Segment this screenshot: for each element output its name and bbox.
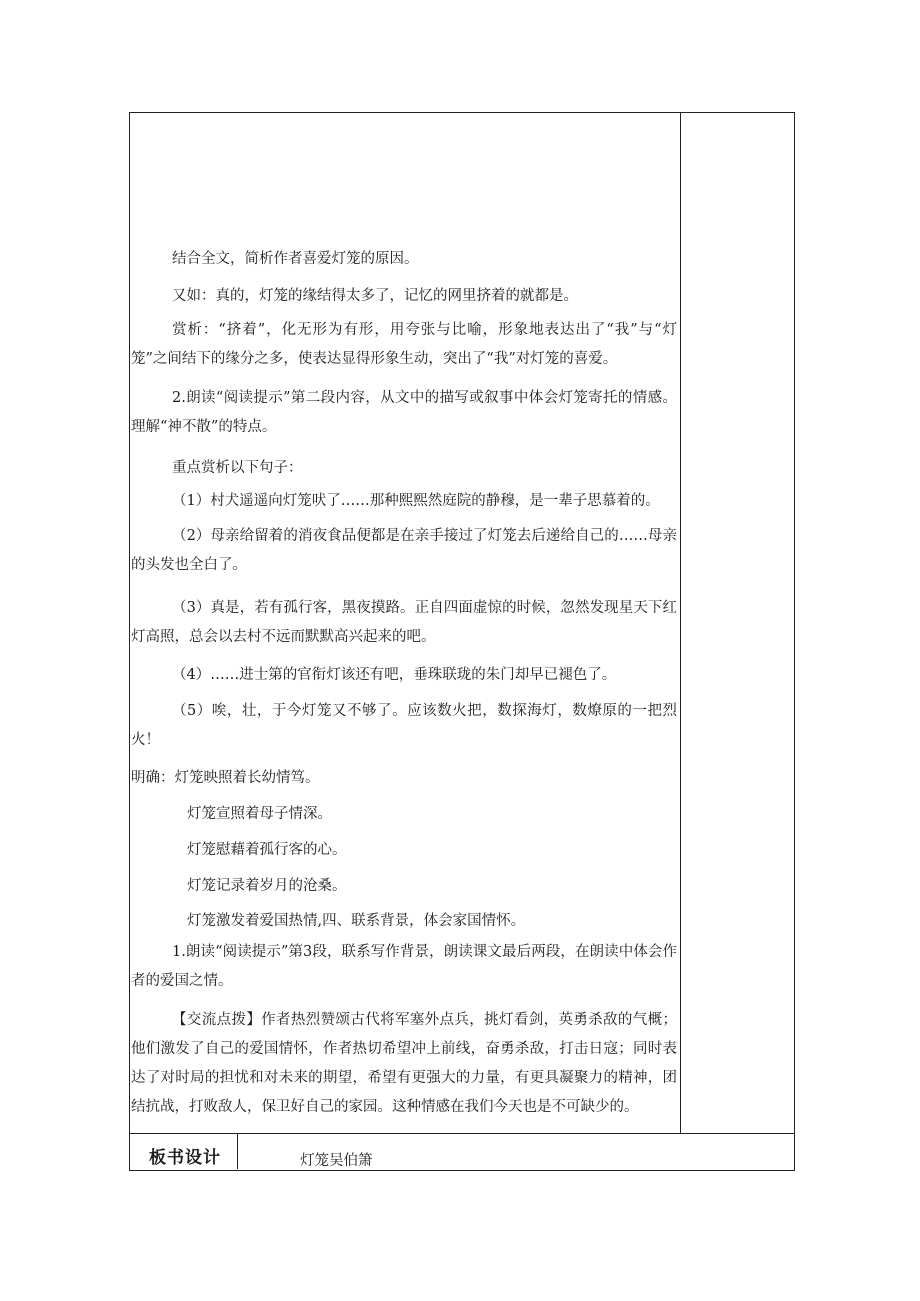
- analysis-paragraph: 赏析：“挤着”，化无形为有形，用夸张与比喻，形象地表达出了“我”与“灯笼”之间结下的缘分之多，使表达显得形象生动，突出了“我”对灯笼的喜爱。: [131, 322, 677, 367]
- task2-paragraph: 2.朗读“阅读提示”第二段内容，从文中的描写或叙事中体会灯笼寄托的情感。理解“神不散”的特点。: [131, 390, 677, 435]
- row-divider: [129, 1133, 794, 1134]
- example-paragraph: 又如：真的，灯笼的缘结得太多了，记忆的网里挤着的就都是。: [172, 288, 578, 304]
- sentence-3: （3）真是，若有孤行客，黑夜摸路。正自四面虚惊的时候，忽然发现星天下红灯高照，总会以去村不远而默默高兴起来的吧。: [131, 600, 677, 645]
- task1-paragraph: 1.朗读“阅读提示”第3段，联系写作背景，朗读课文最后两段，在朗读中体会作者的爱国之情。: [131, 944, 677, 989]
- sentence-4: （4）……进士第的官衔灯该还有吧，垂珠联珑的朱门却早已褪色了。: [172, 667, 617, 683]
- exchange-paragraph: 【交流点拨】作者热烈赞颂古代将军塞外点兵，挑灯看剑，英勇杀敌的气概；他们激发了自己的爱国情怀，作者热切希望冲上前线，奋勇杀敌，打击日寇；同时表达了对时局的担忧和对未来的期望，希望有更强大的力量，有更具凝聚力的精神，团结抗战，打败敌人，保卫好自己的家园。这种情感在我们今天也是不可缺少的。: [131, 1012, 677, 1115]
- clarify-paragraph: 明确：灯笼映照着长幼情笃。: [131, 770, 320, 786]
- summary-paragraph: 结合全文，简析作者喜爱灯笼的原因。: [172, 251, 419, 267]
- focus-heading: 重点赏析以下句子：: [172, 460, 303, 476]
- board-design-value: 灯笼吴伯箫: [300, 1153, 373, 1169]
- clarify-line-3: 灯笼记录着岁月的沧桑。: [187, 878, 347, 894]
- sentence-2: （2）母亲给留着的消夜食品便都是在亲手接过了灯笼去后递给自己的……母亲的头发也全白了。: [131, 528, 677, 573]
- clarify-line-1: 灯笼宣照着母子情深。: [187, 806, 332, 822]
- clarify-line-2: 灯笼慰藉着孤行客的心。: [187, 842, 347, 858]
- right-column-divider: [680, 112, 681, 1134]
- clarify-line-4: 灯笼激发着爱国热情,四、联系背景，体会家国情怀。: [187, 913, 526, 929]
- sentence-1: （1）村犬遥遥向灯笼吠了……那种熙熙然庭院的静穆，是一辈子思慕着的。: [172, 493, 660, 509]
- board-design-label: 板书设计: [149, 1148, 221, 1168]
- board-label-divider: [237, 1133, 238, 1169]
- sentence-5: （5）唉，壮，于今灯笼又不够了。应该数火把，数探海灯，数燎原的一把烈火！: [131, 703, 677, 748]
